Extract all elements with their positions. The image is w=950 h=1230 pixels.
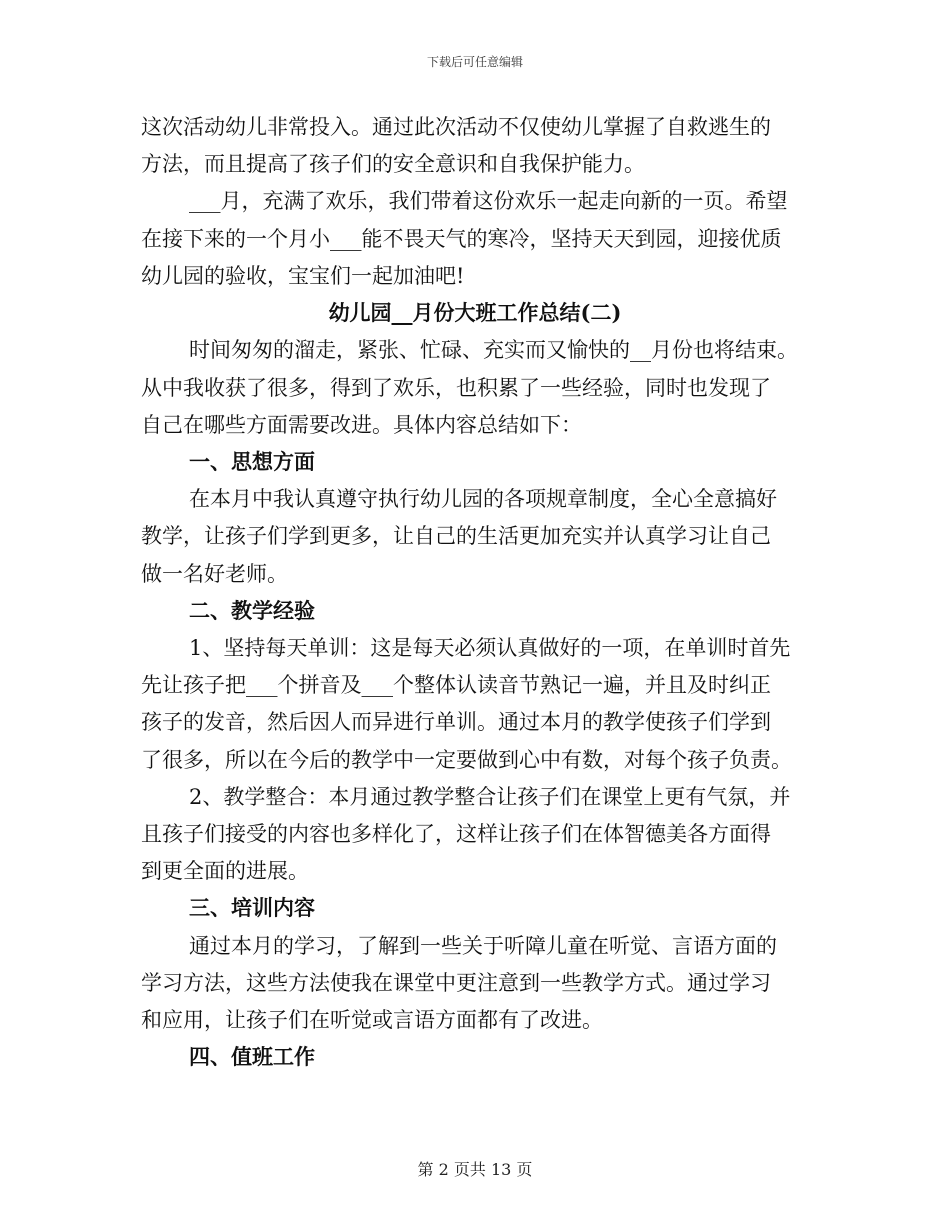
paragraph-line: 和应用，让孩子们在听觉或言语方面都有了改进。 bbox=[141, 1008, 603, 1032]
paragraph-line: 从中我收获了很多，得到了欢乐，也积累了一些经验，同时也发现了 bbox=[141, 376, 771, 400]
paragraph-line: 到更全面的进展。 bbox=[141, 859, 309, 883]
paragraph-line: 做一名好老师。 bbox=[141, 562, 288, 586]
heading-thought: 一、思想方面 bbox=[189, 449, 315, 474]
paragraph-line: 孩子的发音，然后因人而异进行单训。通过本月的教学使孩子们学到 bbox=[141, 710, 771, 734]
paragraph-line: 教学，让孩子们学到更多，让自己的生活更加充实并认真学习让自己 bbox=[141, 524, 771, 548]
heading-training: 三、培训内容 bbox=[189, 895, 315, 920]
paragraph-line: ___月，充满了欢乐，我们带着这份欢乐一起走向新的一页。希望 bbox=[189, 189, 788, 213]
paragraph-line: 自己在哪些方面需要改进。具体内容总结如下： bbox=[141, 413, 582, 437]
paragraph-line: 在本月中我认真遵守执行幼儿园的各项规章制度，全心全意搞好 bbox=[189, 487, 777, 511]
page-header: 下载后可任意编辑 bbox=[426, 55, 523, 69]
paragraph-line: 学习方法，这些方法使我在课堂中更注意到一些教学方式。通过学习 bbox=[141, 971, 771, 995]
paragraph-line: 这次活动幼儿非常投入。通过此次活动不仅使幼儿掌握了自救逃生的 bbox=[141, 115, 771, 139]
heading-teaching: 二、教学经验 bbox=[189, 598, 315, 623]
page-number: 第 2 页共 13 页 bbox=[417, 1160, 533, 1179]
heading-duty: 四、值班工作 bbox=[189, 1044, 315, 1069]
paragraph-line: 时间匆匆的溜走，紧张、忙碌、充实而又愉快的__月份也将结束。 bbox=[189, 338, 798, 362]
paragraph-line: 了很多，所以在今后的教学中一定要做到心中有数，对每个孩子负责。 bbox=[141, 748, 792, 772]
paragraph-line: 幼儿园的验收，宝宝们一起加油吧! bbox=[141, 264, 465, 288]
paragraph-line: 1、坚持每天单训：这是每天必须认真做好的一项，在单训时首先 bbox=[189, 636, 791, 660]
section-title: 幼儿园__月份大班工作总结(二) bbox=[328, 300, 622, 325]
paragraph-line: 2、教学整合：本月通过教学整合让孩子们在课堂上更有气氛，并 bbox=[189, 785, 791, 809]
paragraph-line: 且孩子们接受的内容也多样化了，这样让孩子们在体智德美各方面得 bbox=[141, 822, 771, 846]
paragraph-line: 先让孩子把___个拼音及___个整体认读音节熟记一遍，并且及时纠正 bbox=[141, 673, 771, 697]
paragraph-line: 通过本月的学习，了解到一些关于听障儿童在听觉、言语方面的 bbox=[189, 934, 777, 958]
paragraph-line: 在接下来的一个月小___能不畏天气的寒冷，坚持天天到园，迎接优质 bbox=[141, 227, 782, 251]
paragraph-line: 方法，而且提高了孩子们的安全意识和自我保护能力。 bbox=[141, 152, 645, 176]
